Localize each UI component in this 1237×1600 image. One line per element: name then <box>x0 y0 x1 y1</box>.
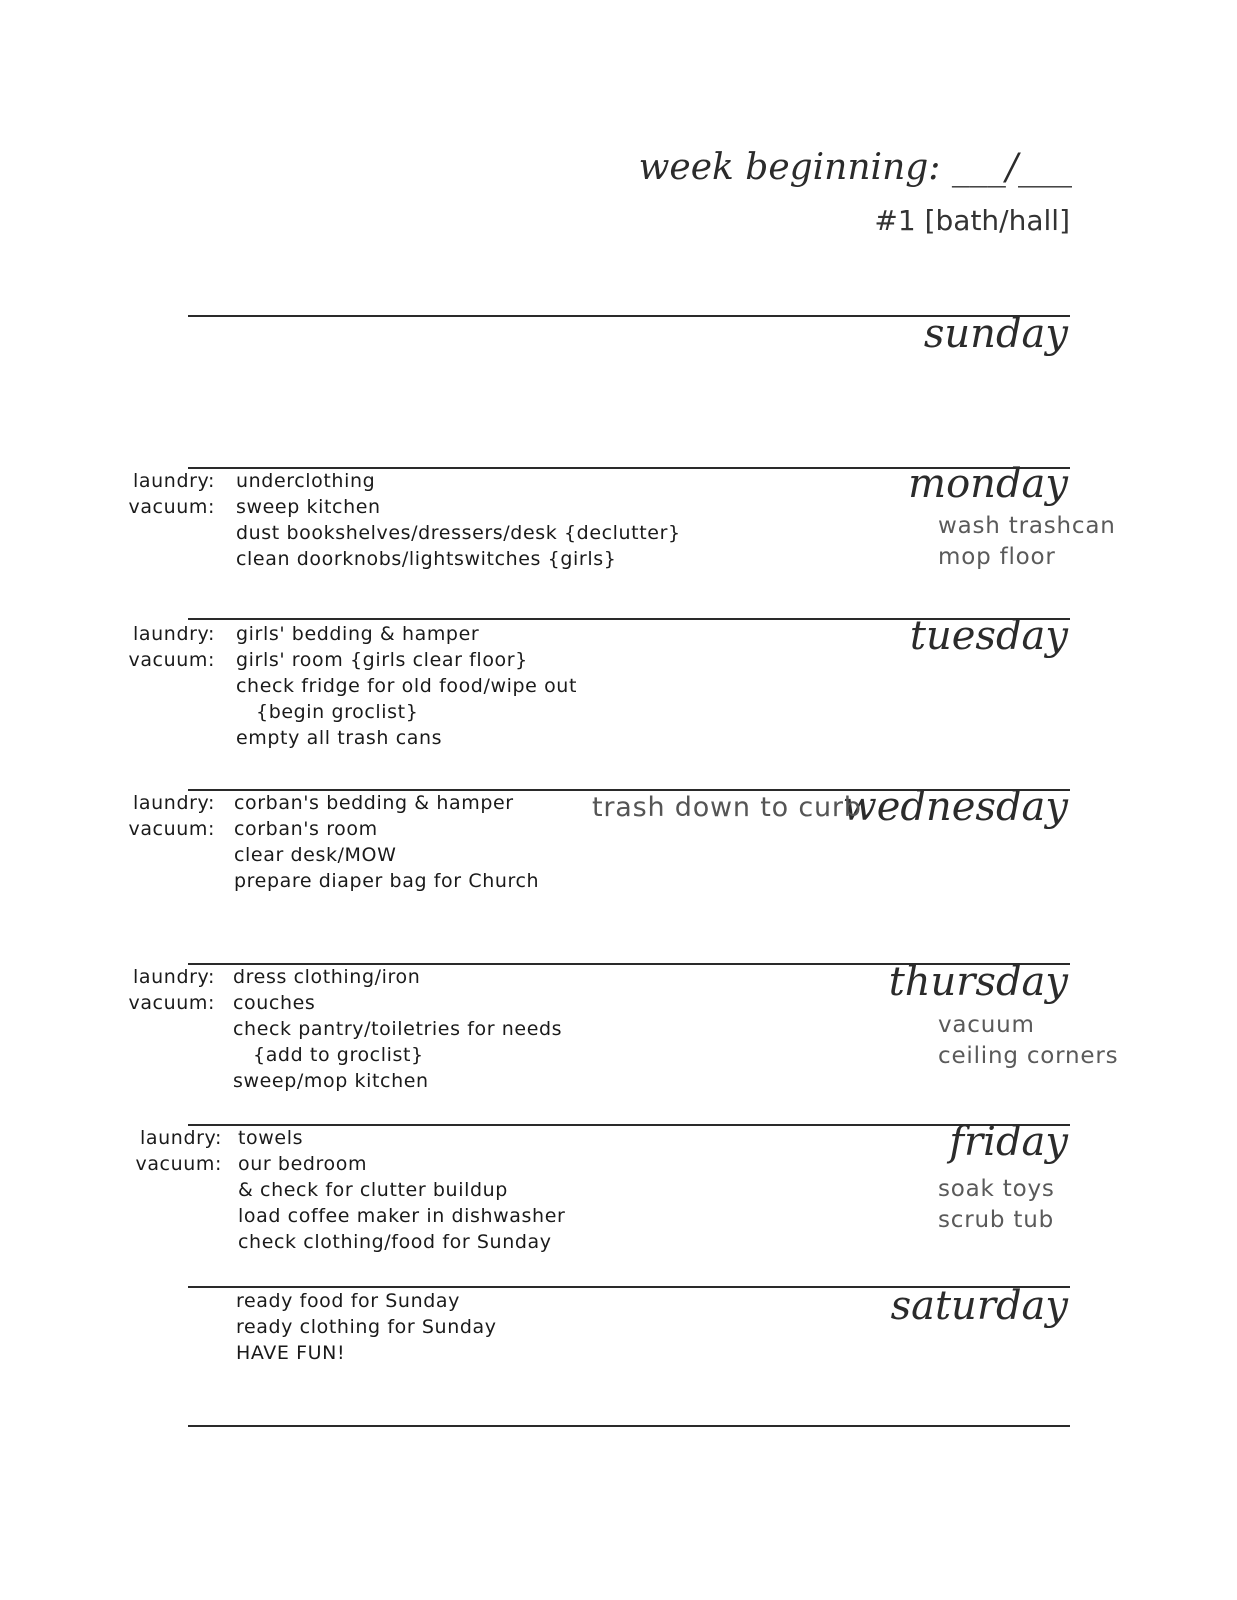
side-task: vacuum <box>938 1012 1035 1038</box>
side-task: wash trashcan <box>938 513 1116 539</box>
task-item: clear desk/MOW <box>234 844 397 866</box>
thursday-labels <box>128 964 215 1016</box>
task-item: load coffee maker in dishwasher <box>238 1205 566 1227</box>
task-item: clean doorknobs/lightswitches {girls} <box>236 548 617 570</box>
side-task: soak toys <box>938 1176 1055 1202</box>
task-item: & check for clutter buildup <box>238 1179 508 1201</box>
tuesday-labels <box>128 621 215 673</box>
page-subtitle: #1 [bath/hall] <box>874 204 1070 237</box>
monday-tasks <box>236 468 681 572</box>
day-heading-monday: monday <box>908 461 1068 507</box>
vacuum-label: vacuum: <box>135 1153 222 1175</box>
task-item: empty all trash cans <box>236 727 443 749</box>
task-item: couches <box>233 992 316 1014</box>
vacuum-label: vacuum: <box>128 649 215 671</box>
task-item: check fridge for old food/wipe out <box>236 675 577 697</box>
tuesday-tasks <box>236 621 577 751</box>
laundry-label: laundry: <box>133 792 215 814</box>
task-item: dress clothing/iron <box>233 966 421 988</box>
task-item: ready clothing for Sunday <box>236 1316 497 1338</box>
task-item: dust bookshelves/dressers/desk {declutter} <box>236 522 681 544</box>
laundry-label: laundry: <box>133 623 215 645</box>
day-heading-sunday: sunday <box>923 311 1068 357</box>
wednesday-labels <box>128 790 215 842</box>
saturday-tasks <box>236 1288 497 1366</box>
task-item: girls' bedding & hamper <box>236 623 480 645</box>
wednesday-tasks <box>234 790 539 894</box>
friday-tasks <box>238 1125 565 1255</box>
task-item: {begin groclist} <box>256 701 419 723</box>
thursday-tasks <box>233 964 562 1094</box>
vacuum-label: vacuum: <box>128 496 215 518</box>
monday-side-tasks <box>938 511 1116 573</box>
day-heading-friday: friday <box>949 1119 1068 1165</box>
page-title: week beginning: ___/___ <box>638 147 1072 188</box>
laundry-label: laundry: <box>133 470 215 492</box>
task-item: {add to groclist} <box>253 1044 424 1066</box>
thursday-side-tasks <box>938 1010 1118 1072</box>
side-task: scrub tub <box>938 1207 1054 1233</box>
day-heading-wednesday: wednesday <box>842 784 1068 830</box>
task-item: HAVE FUN! <box>236 1342 346 1364</box>
laundry-label: laundry: <box>133 966 215 988</box>
task-item: sweep kitchen <box>236 496 381 518</box>
task-item: check pantry/toiletries for needs <box>233 1018 563 1040</box>
task-item: prepare diaper bag for Church <box>234 870 540 892</box>
wednesday-note: trash down to curb <box>592 792 862 823</box>
task-item: underclothing <box>236 470 376 492</box>
day-heading-tuesday: tuesday <box>909 613 1068 659</box>
day-heading-saturday: saturday <box>890 1283 1068 1329</box>
friday-side-tasks <box>938 1174 1055 1236</box>
friday-labels <box>135 1125 222 1177</box>
laundry-label: laundry: <box>140 1127 222 1149</box>
task-item: ready food for Sunday <box>236 1290 460 1312</box>
side-task: ceiling corners <box>938 1043 1119 1069</box>
task-item: girls' room {girls clear floor} <box>236 649 528 671</box>
side-task: mop floor <box>938 544 1056 570</box>
task-item: check clothing/food for Sunday <box>238 1231 552 1253</box>
vacuum-label: vacuum: <box>128 992 215 1014</box>
vacuum-label: vacuum: <box>128 818 215 840</box>
task-item: sweep/mop kitchen <box>233 1070 429 1092</box>
task-item: corban's room <box>234 818 378 840</box>
task-item: corban's bedding & hamper <box>234 792 514 814</box>
task-item: our bedroom <box>238 1153 368 1175</box>
monday-labels <box>128 468 215 520</box>
closing-divider <box>188 1425 1070 1427</box>
task-item: towels <box>238 1127 304 1149</box>
day-heading-thursday: thursday <box>888 959 1068 1005</box>
